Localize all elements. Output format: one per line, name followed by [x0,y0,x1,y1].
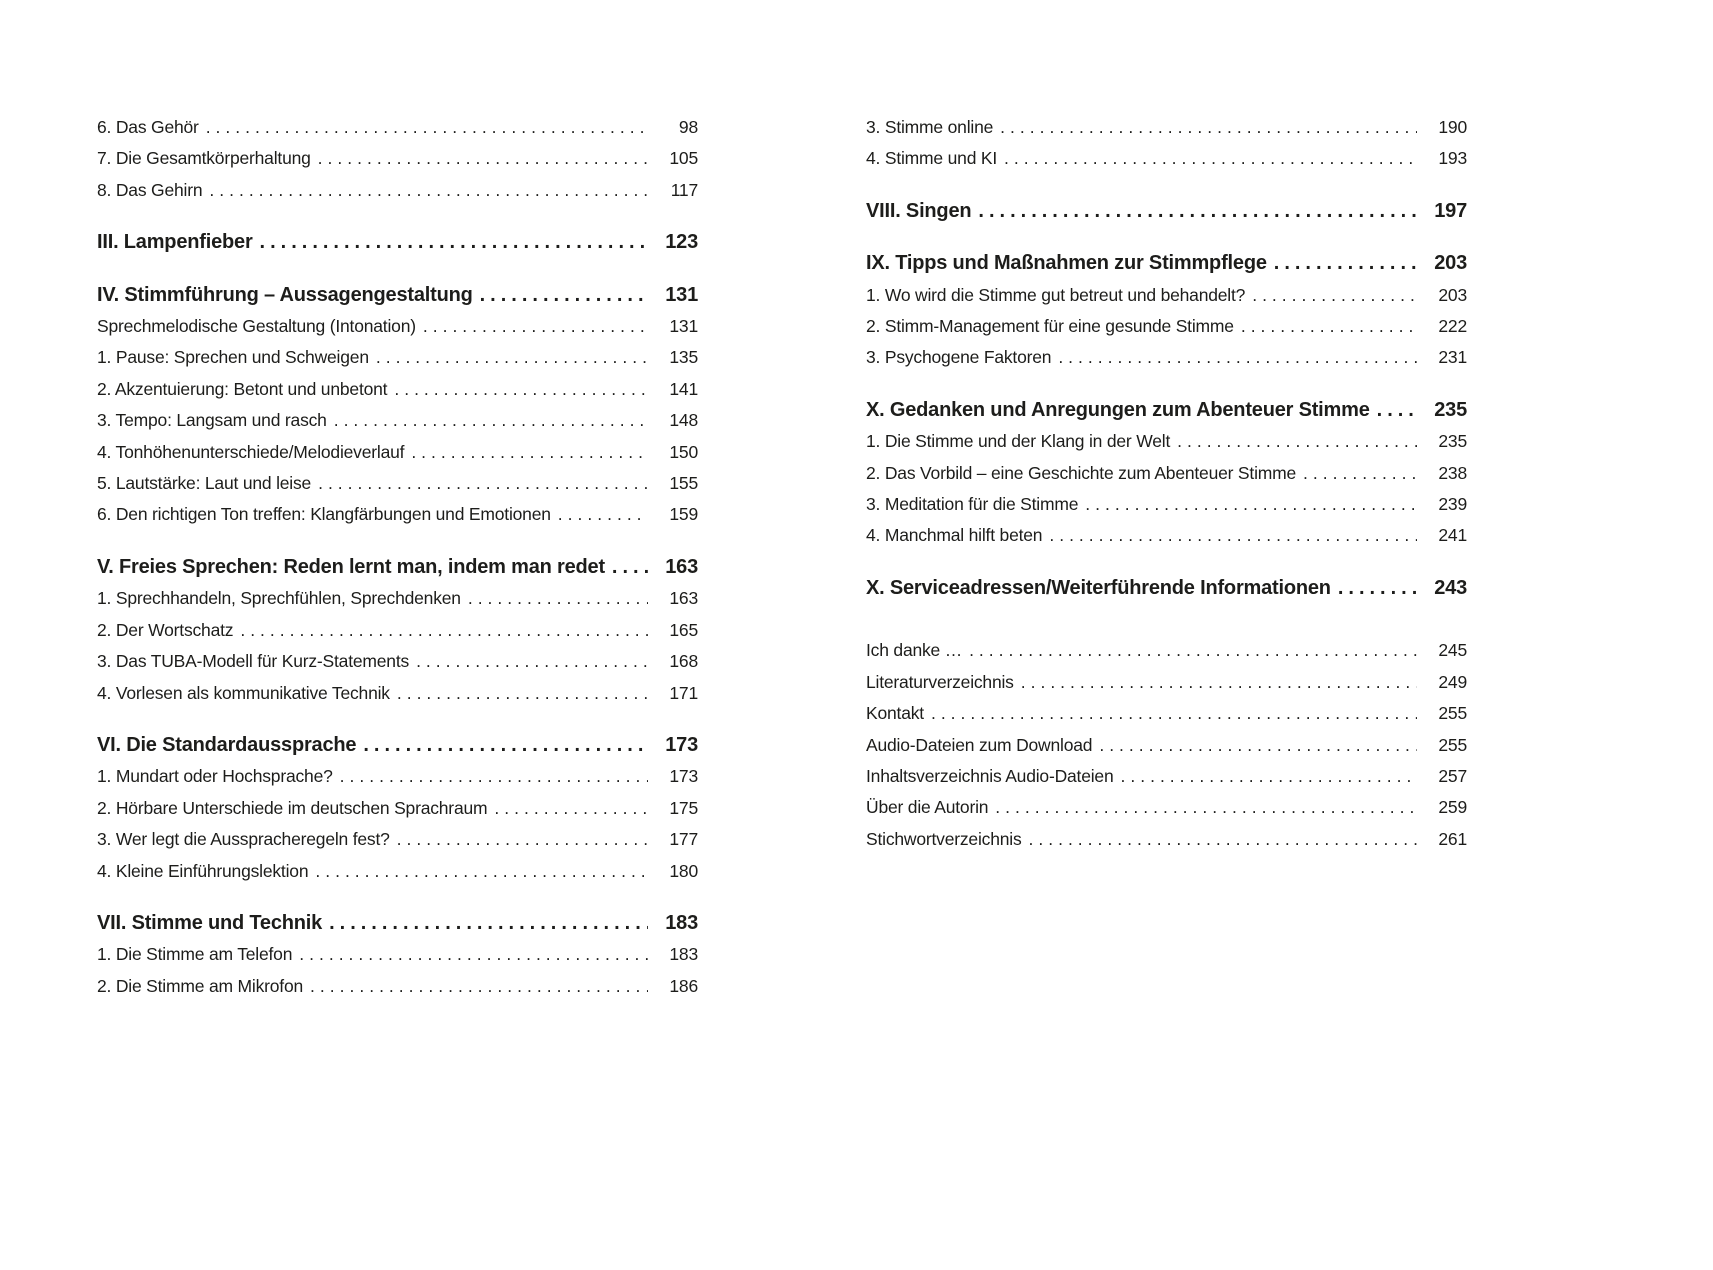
dot-leader [978,196,1417,227]
toc-entry-page: 117 [670,179,698,200]
toc-entry-label: 1. Sprechhandeln, Sprechfühlen, Sprechdenken [97,588,461,609]
toc-entry-page: 231 [1438,347,1467,368]
toc-entry-row [97,437,698,468]
toc-entry-label: 5. Lautstärke: Laut und leise [97,473,312,494]
toc-entry-page: 241 [1438,525,1467,546]
toc-entry-row [866,824,1467,855]
dot-leader [995,792,1417,823]
dot-leader [480,280,648,311]
toc-entry-label: 2. Akzentuierung: Betont und unbetont [97,378,388,399]
toc-entry-row [866,792,1467,823]
toc-entry-label: 1. Die Stimme am Telefon [97,944,293,965]
toc-entry-label: Stichwortverzeichnis [866,828,1022,849]
toc-entry-page: 123 [665,231,698,254]
toc-heading-row [97,730,698,761]
toc-entry-page: 98 [678,117,698,137]
toc-heading-row [97,280,698,311]
toc-entry-row [866,667,1467,698]
toc-entry-page: 197 [1434,199,1467,222]
dot-leader [494,793,648,824]
toc-entry-label: III. Lampenfieber [97,231,253,254]
dot-leader [340,761,648,792]
dot-leader [260,227,648,258]
toc-heading-row [866,395,1467,426]
dot-leader [1177,426,1417,457]
dot-leader [1274,248,1417,279]
toc-entry-label: 1. Wo wird die Stimme gut betreut und behandelt? [866,284,1246,305]
toc-entry-label: VII. Stimme und Technik [97,911,323,934]
toc-entry-page: 141 [669,378,698,399]
toc-entry-label: 2. Hörbare Unterschiede im deutschen Sprachraum [97,797,488,818]
toc-entry-page: 203 [1438,284,1467,305]
toc-entry-row [866,342,1467,373]
toc-entry-label: VIII. Singen [866,199,972,222]
toc-entry-page: 183 [665,911,698,934]
toc-entry-page: 255 [1438,703,1467,724]
toc-entry-row [97,793,698,824]
toc-entry-label: VI. Die Standardaussprache [97,733,357,756]
toc-entry-page: 165 [669,619,698,640]
dot-leader [397,824,648,855]
dot-leader [423,311,648,342]
dot-leader [318,468,648,499]
toc-entry-row [97,405,698,436]
toc-entry-label: Ich danke … [866,640,963,661]
dot-leader [240,615,648,646]
toc-entry-label: 1. Die Stimme und der Klang in der Welt [866,431,1171,452]
toc-entry-label: 3. Stimme online [866,117,994,137]
dot-leader [394,374,648,405]
dot-leader [334,405,648,436]
toc-column-left [97,112,698,1002]
dot-leader [612,552,648,583]
toc-entry-row [97,143,698,174]
toc-entry-label: Audio-Dateien zum Download [866,734,1093,755]
dot-leader [1058,342,1417,373]
toc-entry-label: Über die Autorin [866,797,989,818]
toc-entry-row [866,458,1467,489]
dot-leader [329,908,648,939]
toc-entry-row [866,311,1467,342]
toc-entry-row [97,499,698,530]
toc-entry-page: 190 [1438,117,1467,137]
toc-entry-page: 239 [1438,494,1467,515]
toc-entry-label: 3. Wer legt die Ausspracheregeln fest? [97,829,390,850]
toc-entry-label: X. Serviceadressen/Weiterführende Informationen [866,576,1331,599]
dot-leader [299,939,648,970]
toc-entry-page: 131 [665,283,698,306]
dot-leader [1303,458,1417,489]
toc-entry-page: 238 [1438,462,1467,483]
toc-entry-row [97,311,698,342]
dot-leader [1121,761,1418,792]
toc-entry-row [866,520,1467,551]
toc-entry-page: 235 [1438,431,1467,452]
toc-entry-page: 175 [669,797,698,818]
dot-leader [206,112,648,143]
toc-entry-page: 131 [669,316,698,337]
toc-entry-label: IV. Stimmführung – Aussagengestaltung [97,283,473,306]
toc-entry-page: 163 [669,588,698,609]
dot-leader [1021,667,1417,698]
toc-entry-page: 173 [669,766,698,787]
toc-entry-label: 2. Die Stimme am Mikrofon [97,975,304,996]
toc-heading-row [866,248,1467,279]
dot-leader [1004,143,1417,174]
toc-entry-row [97,856,698,887]
dot-leader [318,143,648,174]
toc-entry-label: 4. Manchmal hilft beten [866,525,1043,546]
toc-entry-page: 159 [669,504,698,525]
toc-entry-label: Literaturverzeichnis [866,671,1014,692]
toc-entry-label: 3. Tempo: Langsam und rasch [97,410,327,431]
toc-entry-page: 222 [1438,316,1467,337]
toc-entry-row [97,939,698,970]
toc-entry-page: 173 [665,733,698,756]
dot-leader [1252,280,1417,311]
dot-leader [411,437,648,468]
toc-entry-page: 135 [669,347,698,368]
toc-entry-row [866,761,1467,792]
toc-entry-page: 203 [1434,252,1467,275]
toc-entry-label: 4. Vorlesen als kommunikative Technik [97,682,390,703]
toc-entry-label: Kontakt [866,703,924,724]
toc-entry-page: 168 [669,651,698,672]
dot-leader [1000,112,1417,143]
toc-entry-page: 155 [669,473,698,494]
toc-entry-page: 245 [1438,640,1467,661]
dot-leader [1029,824,1418,855]
toc-entry-label: 4. Tonhöhenunterschiede/Melodieverlauf [97,441,405,462]
dot-leader [209,175,648,206]
toc-entry-row [97,646,698,677]
toc-entry-page: 148 [669,410,698,431]
toc-heading-row [866,573,1467,604]
toc-entry-label: Sprechmelodische Gestaltung (Intonation) [97,316,416,337]
toc-entry-label: 4. Kleine Einführungslektion [97,860,309,881]
toc-entry-page: 186 [669,975,698,996]
dot-leader [397,678,648,709]
dot-leader [1377,395,1417,426]
toc-heading-row [97,552,698,583]
toc-entry-label: V. Freies Sprechen: Reden lernt man, indem man redet [97,555,605,578]
toc-entry-row [866,112,1467,143]
toc-entry-row [97,615,698,646]
toc-entry-label: X. Gedanken und Anregungen zum Abenteuer Stimme [866,398,1370,421]
toc-entry-page: 163 [665,555,698,578]
toc-entry-label: 8. Das Gehirn [97,179,203,200]
dot-leader [468,583,648,614]
dot-leader [558,499,648,530]
toc-entry-page: 177 [669,829,698,850]
toc-entry-row [866,489,1467,520]
toc-entry-row [866,730,1467,761]
toc-entry-label: 1. Mundart oder Hochsprache? [97,766,333,787]
toc-entry-page: 255 [1438,734,1467,755]
toc-entry-label: 1. Pause: Sprechen und Schweigen [97,347,369,368]
toc-entry-label: 2. Das Vorbild – eine Geschichte zum Abenteuer Stimme [866,462,1297,483]
dot-leader [969,635,1417,666]
dot-leader [1085,489,1417,520]
toc-entry-page: 150 [669,441,698,462]
toc-entry-row [97,678,698,709]
toc-entry-row [97,374,698,405]
toc-entry-label: 6. Den richtigen Ton treffen: Klangfärbungen und Emotionen [97,504,551,525]
dot-leader [1099,730,1417,761]
toc-heading-row [866,196,1467,227]
toc-entry-label: 3. Meditation für die Stimme [866,494,1079,515]
toc-entry-label: 3. Das TUBA-Modell für Kurz-Statements [97,651,410,672]
dot-leader [363,730,648,761]
toc-column-right [866,112,1467,1002]
toc-entry-row [866,698,1467,729]
toc-entry-row [866,635,1467,666]
toc-entry-page: 249 [1438,671,1467,692]
dot-leader [1049,520,1417,551]
toc-entry-row [97,971,698,1002]
toc-heading-row [97,227,698,258]
toc-entry-label: 4. Stimme und KI [866,148,998,169]
toc-entry-page: 171 [669,682,698,703]
toc-entry-page: 259 [1438,797,1467,818]
toc-entry-page: 193 [1438,148,1467,169]
toc-entry-row [97,468,698,499]
toc-entry-page: 105 [669,148,698,169]
dot-leader [376,342,648,373]
dot-leader [1241,311,1417,342]
toc-entry-page: 183 [669,944,698,965]
toc-entry-page: 261 [1438,828,1467,849]
toc-entry-row [97,583,698,614]
toc-entry-page: 235 [1434,398,1467,421]
toc-entry-label: 6. Das Gehör [97,117,199,137]
toc-entry-row [97,342,698,373]
toc-entry-label: 3. Psychogene Faktoren [866,347,1052,368]
toc-entry-page: 257 [1438,765,1467,786]
toc-entry-label: 7. Die Gesamtkörperhaltung [97,148,311,169]
toc-heading-row [97,908,698,939]
toc-entry-row [97,112,698,143]
toc-entry-row [866,143,1467,174]
toc-entry-label: Inhaltsverzeichnis Audio-Dateien [866,765,1114,786]
dot-leader [1338,573,1417,604]
toc-entry-row [866,426,1467,457]
toc-entry-label: IX. Tipps und Maßnahmen zur Stimmpflege [866,252,1267,275]
toc-entry-row [866,280,1467,311]
toc-entry-label: 2. Der Wortschatz [97,619,234,640]
toc-entry-label: 2. Stimm-Management für eine gesunde Stimme [866,316,1234,337]
toc-entry-page: 243 [1434,576,1467,599]
dot-leader [310,971,648,1002]
dot-leader [315,856,648,887]
dot-leader [416,646,648,677]
toc-entry-row [97,175,698,206]
dot-leader [931,698,1417,729]
toc-entry-row [97,761,698,792]
toc-entry-row [97,824,698,855]
toc-entry-page: 180 [669,860,698,881]
